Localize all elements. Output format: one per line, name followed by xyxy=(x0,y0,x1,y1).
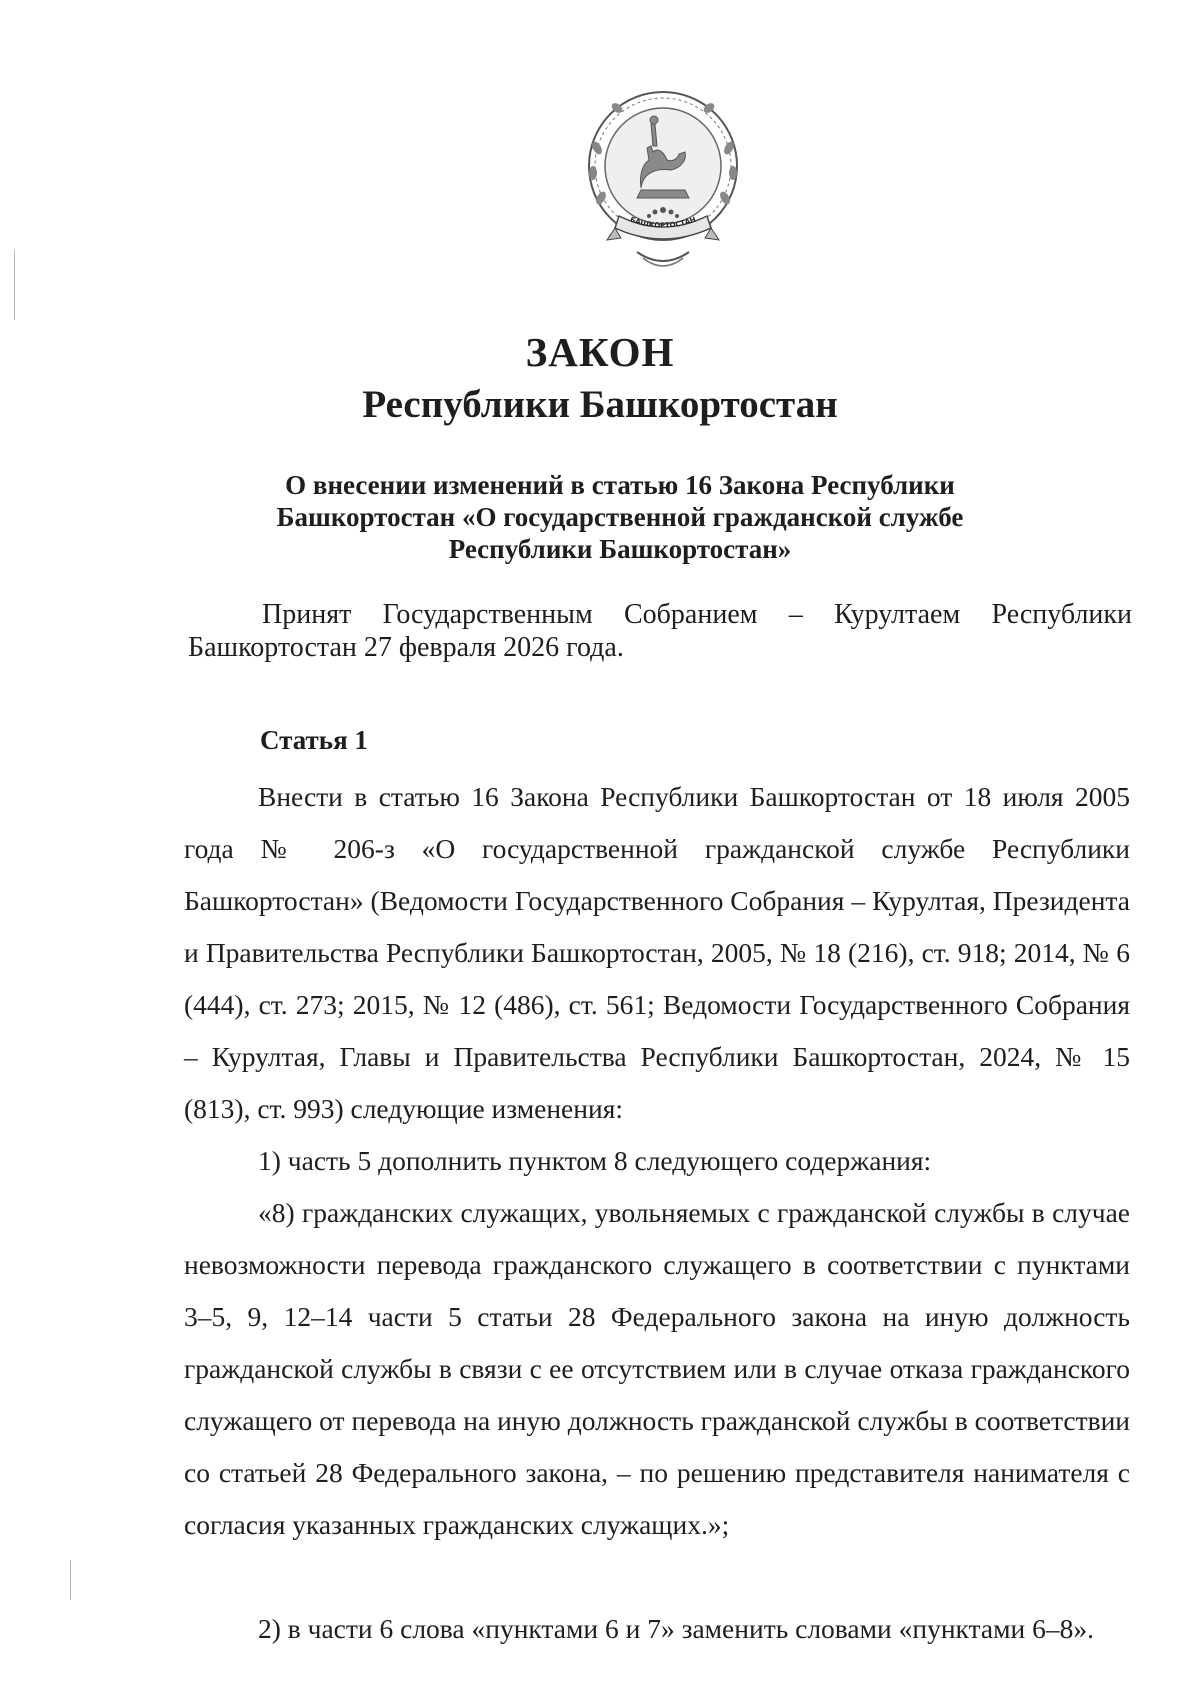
republic-emblem-icon xyxy=(577,88,749,276)
scan-edge-mark xyxy=(14,250,15,320)
adoption-statement: Принят Государственным Собранием – Курултаем Республики Башкортостан 27 февраля 2026 года. xyxy=(188,599,1132,663)
article-title: Статья 1 xyxy=(260,725,368,755)
document-title-region: Республики Башкортостан xyxy=(362,383,838,426)
emblem-ribbon-text: БАШКОРТОСТАН xyxy=(629,215,697,230)
amendment-item-1: 1) часть 5 дополнить пунктом 8 следующего содержания: xyxy=(258,1145,932,1176)
scan-edge-mark xyxy=(70,1560,71,1600)
article-intro-paragraph: Внести в статью 16 Закона Республики Башкортостан от 18 июля 2005 года № 206-з «О государственной гражданской службе Республики Башкортостан» (Ведомости Государственного Собрания – Курултая, Президента и Правительства Республики Башкортостан, 2005, № 18 (216), ст. 918; 2014, № 6 (444), ст. 273; 2015, № 12 (486), ст. 561; Ведомости Государственного Собрания – Курултая, Главы и Правительства Республики Башкортостан, 2024, № 15 (813), ст. 993) следующие изменения: xyxy=(184,781,1130,1124)
amendment-item-2: 2) в части 6 слова «пунктами 6 и 7» заменить словами «пунктами 6–8». xyxy=(258,1613,1094,1644)
law-heading: О внесении изменений в статью 16 Закона Республики Башкортостан «О государственной гражданской службе Республики Башкортостан» xyxy=(276,470,964,564)
amendment-item-1-text: «8) гражданских служащих, увольняемых с гражданской службы в случае невозможности перевода гражданского служащего в соответствии с пунктами 3–5, 9, 12–14 части 5 статьи 28 Федерального закона на иную должность гражданской службы в связи с ее отсутствием или в случае отказа гражданского служащего от перевода на иную должность гражданской службы в соответствии со статьей 28 Федерального закона, – по решению представителя нанимателя с согласия указанных гражданских служащих.»; xyxy=(184,1197,1130,1540)
document-title: ЗАКОН xyxy=(525,329,675,375)
